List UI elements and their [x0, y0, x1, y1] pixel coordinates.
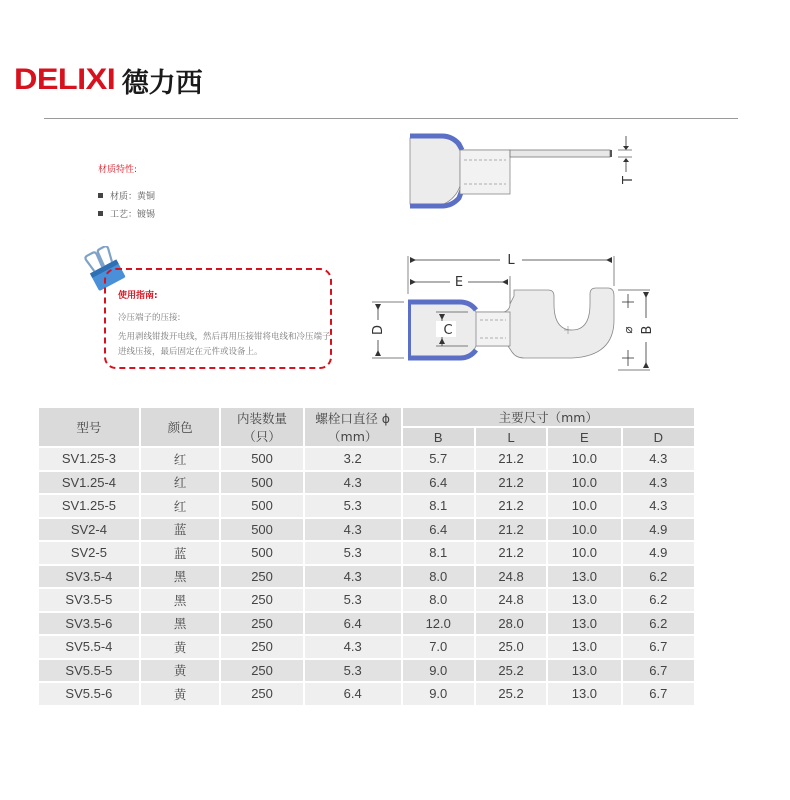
- cell-e: 10.0: [547, 494, 621, 518]
- cell-b: 12.0: [402, 612, 475, 636]
- cell-model: SV5.5-4: [38, 635, 140, 659]
- cell-color: 红: [140, 494, 220, 518]
- cell-d: 4.9: [622, 541, 695, 565]
- dim-label-b: B: [640, 325, 655, 335]
- cell-quantity: 250: [220, 588, 304, 612]
- cell-quantity: 250: [220, 659, 304, 683]
- material-item-text: 材质：黄铜: [110, 192, 156, 202]
- cell-bolt: 5.3: [304, 588, 402, 612]
- cell-quantity: 250: [220, 612, 304, 636]
- cell-color: 黄: [140, 635, 220, 659]
- dim-label-t: T: [621, 176, 636, 184]
- cell-color: 黄: [140, 682, 220, 706]
- col-header-bolt-line1: 螺栓口直径 ϕ: [315, 411, 391, 426]
- cell-e: 10.0: [547, 447, 621, 471]
- table-row: [38, 471, 695, 495]
- cell-l: 25.0: [475, 635, 547, 659]
- dim-label-e: E: [454, 275, 464, 290]
- cell-color: 红: [140, 447, 220, 471]
- cell-b: 8.1: [402, 494, 475, 518]
- col-header-e: E: [547, 427, 621, 447]
- cell-l: 21.2: [475, 471, 547, 495]
- material-item: [98, 189, 155, 202]
- bullet-square-icon: [98, 211, 103, 216]
- cell-l: 21.2: [475, 494, 547, 518]
- dim-label-c: C: [443, 323, 453, 338]
- col-header-quantity: [220, 407, 304, 447]
- cell-b: 8.0: [402, 588, 475, 612]
- dim-label-l: L: [507, 253, 515, 268]
- cell-e: 13.0: [547, 565, 621, 589]
- cell-d: 6.7: [622, 682, 695, 706]
- col-header-quantity-line1: 内装数量: [237, 411, 288, 426]
- cell-quantity: 250: [220, 565, 304, 589]
- cell-l: 21.2: [475, 518, 547, 542]
- cell-bolt: 6.4: [304, 682, 402, 706]
- cell-model: SV1.25-4: [38, 471, 140, 495]
- cell-model: SV1.25-5: [38, 494, 140, 518]
- table-row: [38, 682, 695, 706]
- usage-guide-subtitle: 冷压端子的压接:: [118, 313, 181, 323]
- cell-model: SV2-4: [38, 518, 140, 542]
- bullet-square-icon: [98, 193, 103, 198]
- cell-quantity: 500: [220, 447, 304, 471]
- cell-model: SV2-5: [38, 541, 140, 565]
- cell-b: 6.4: [402, 471, 475, 495]
- cell-bolt: 4.3: [304, 635, 402, 659]
- col-header-model: 型号: [38, 407, 140, 447]
- col-header-main-dimensions: 主要尺寸（mm）: [402, 407, 695, 427]
- cell-b: 9.0: [402, 659, 475, 683]
- col-header-bolt-diameter: [304, 407, 402, 447]
- cell-model: SV3.5-6: [38, 612, 140, 636]
- cell-bolt: 4.3: [304, 518, 402, 542]
- cell-d: 4.3: [622, 471, 695, 495]
- table-row: [38, 588, 695, 612]
- cell-model: SV1.25-3: [38, 447, 140, 471]
- cell-quantity: 250: [220, 635, 304, 659]
- cell-d: 6.2: [622, 588, 695, 612]
- cell-color: 黄: [140, 659, 220, 683]
- cell-e: 10.0: [547, 518, 621, 542]
- process-item: [98, 207, 155, 220]
- cell-color: 蓝: [140, 541, 220, 565]
- cell-e: 13.0: [547, 659, 621, 683]
- table-row: [38, 518, 695, 542]
- cell-l: 21.2: [475, 541, 547, 565]
- cell-color: 黑: [140, 612, 220, 636]
- cell-b: 8.0: [402, 565, 475, 589]
- cell-e: 13.0: [547, 635, 621, 659]
- cell-e: 10.0: [547, 471, 621, 495]
- cell-quantity: 250: [220, 682, 304, 706]
- spec-table-body: [38, 447, 695, 706]
- table-row: [38, 541, 695, 565]
- cell-b: 5.7: [402, 447, 475, 471]
- cell-quantity: 500: [220, 518, 304, 542]
- table-row: [38, 612, 695, 636]
- cell-e: 13.0: [547, 588, 621, 612]
- cell-bolt: 4.3: [304, 565, 402, 589]
- cell-e: 13.0: [547, 612, 621, 636]
- cell-l: 24.8: [475, 588, 547, 612]
- cell-color: 黑: [140, 588, 220, 612]
- cell-bolt: 6.4: [304, 612, 402, 636]
- cell-quantity: 500: [220, 471, 304, 495]
- col-header-d: D: [622, 427, 695, 447]
- cell-l: 24.8: [475, 565, 547, 589]
- cell-bolt: 4.3: [304, 471, 402, 495]
- cell-e: 10.0: [547, 541, 621, 565]
- cell-quantity: 500: [220, 541, 304, 565]
- table-row: [38, 565, 695, 589]
- cell-d: 6.7: [622, 635, 695, 659]
- cell-model: SV3.5-5: [38, 588, 140, 612]
- terminal-side-view-diagram: [404, 132, 654, 214]
- cell-b: 7.0: [402, 635, 475, 659]
- cell-b: 6.4: [402, 518, 475, 542]
- cell-quantity: 500: [220, 494, 304, 518]
- dim-label-d: D: [371, 324, 386, 336]
- cell-model: SV5.5-6: [38, 682, 140, 706]
- cell-l: 21.2: [475, 447, 547, 471]
- cell-b: 9.0: [402, 682, 475, 706]
- cell-l: 28.0: [475, 612, 547, 636]
- spec-table: [37, 406, 696, 707]
- dim-label-phi: ⌀: [621, 326, 635, 334]
- col-header-color: 颜色: [140, 407, 220, 447]
- cell-color: 黑: [140, 565, 220, 589]
- terminal-top-view-diagram: [364, 246, 664, 376]
- cell-bolt: 5.3: [304, 659, 402, 683]
- cell-color: 蓝: [140, 518, 220, 542]
- table-row: [38, 635, 695, 659]
- usage-guide-box: [104, 268, 332, 369]
- cell-e: 13.0: [547, 682, 621, 706]
- brand-logo-chinese: 德力西: [121, 67, 203, 99]
- cell-l: 25.2: [475, 659, 547, 683]
- process-item-text: 工艺：镀锡: [110, 210, 156, 220]
- cell-d: 6.2: [622, 565, 695, 589]
- table-row: [38, 447, 695, 471]
- table-row: [38, 494, 695, 518]
- material-title: 材质特性:: [98, 165, 138, 175]
- cell-model: SV5.5-5: [38, 659, 140, 683]
- brand-logo-latin: DELIXI: [14, 63, 116, 96]
- cell-model: SV3.5-4: [38, 565, 140, 589]
- col-header-b: B: [402, 427, 475, 447]
- usage-guide-title: 使用指南:: [118, 291, 158, 301]
- usage-guide-body: 先用剥线钳拨开电线，然后再用压接钳将电线和冷压端子进线压接，最后固定在元件或设备上。: [118, 332, 331, 357]
- cell-bolt: 5.3: [304, 541, 402, 565]
- col-header-quantity-line2: （只）: [243, 429, 281, 444]
- material-section: [98, 162, 155, 225]
- header-divider: [44, 118, 738, 119]
- cell-d: 4.9: [622, 518, 695, 542]
- table-row: [38, 659, 695, 683]
- col-header-l: L: [475, 427, 547, 447]
- cell-d: 4.3: [622, 447, 695, 471]
- cell-d: 6.7: [622, 659, 695, 683]
- cell-d: 6.2: [622, 612, 695, 636]
- cell-color: 红: [140, 471, 220, 495]
- cell-bolt: 3.2: [304, 447, 402, 471]
- col-header-bolt-line2: （mm）: [328, 429, 378, 444]
- cell-d: 4.3: [622, 494, 695, 518]
- cell-l: 25.2: [475, 682, 547, 706]
- cell-bolt: 5.3: [304, 494, 402, 518]
- brand-logo: [14, 63, 203, 99]
- cell-b: 8.1: [402, 541, 475, 565]
